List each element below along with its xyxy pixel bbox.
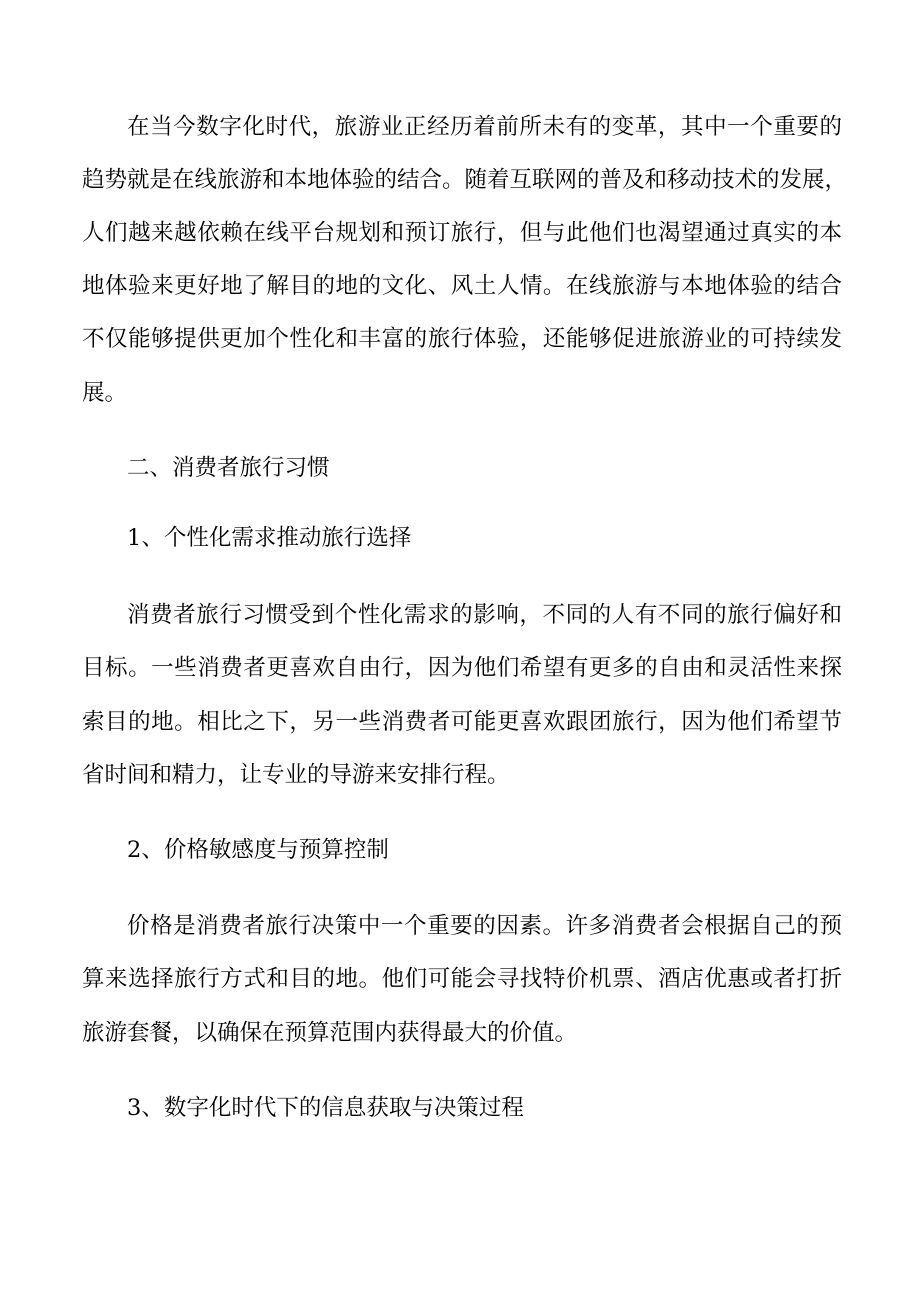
subheading-2: 2、价格敏感度与预算控制: [127, 837, 389, 863]
paragraph-2-line-2: 目标。一些消费者更喜欢自由行，因为他们希望有更多的自由和灵活性来探: [82, 655, 842, 681]
paragraph-3-line-1: 价格是消费者旅行决策中一个重要的因素。许多消费者会根据自己的预: [127, 913, 842, 939]
paragraph-1-line-1: 在当今数字化时代，旅游业正经历着前所未有的变革，其中一个重要的: [127, 114, 842, 140]
paragraph-1-line-2: 趋势就是在线旅游和本地体验的结合。随着互联网的普及和移动技术的发展，: [82, 167, 848, 193]
paragraph-2-line-3: 索目的地。相比之下，另一些消费者可能更喜欢跟团旅行，因为他们希望节: [82, 709, 842, 735]
paragraph-1-line-3: 人们越来越依赖在线平台规划和预订旅行，但与此他们也渴望通过真实的本: [82, 220, 842, 246]
paragraph-2-line-1: 消费者旅行习惯受到个性化需求的影响，不同的人有不同的旅行偏好和: [127, 602, 842, 628]
paragraph-2-line-4: 省时间和精力，让专业的导游来安排行程。: [82, 762, 510, 788]
subheading-1: 1、个性化需求推动旅行选择: [127, 525, 412, 551]
paragraph-1-line-6: 展。: [82, 380, 128, 406]
subheading-3: 3、数字化时代下的信息获取与决策过程: [127, 1095, 524, 1121]
paragraph-3-line-3: 旅游套餐，以确保在预算范围内获得最大的价值。: [82, 1020, 578, 1046]
paragraph-1-line-4: 地体验来更好地了解目的地的文化、风土人情。在线旅游与本地体验的结合: [82, 273, 842, 299]
paragraph-3-line-2: 算来选择旅行方式和目的地。他们可能会寻找特价机票、酒店优惠或者打折: [82, 966, 842, 992]
section-heading: 二、消费者旅行习惯: [127, 455, 330, 481]
paragraph-1-line-5: 不仅能够提供更加个性化和丰富的旅行体验，还能够促进旅游业的可持续发: [82, 326, 842, 352]
